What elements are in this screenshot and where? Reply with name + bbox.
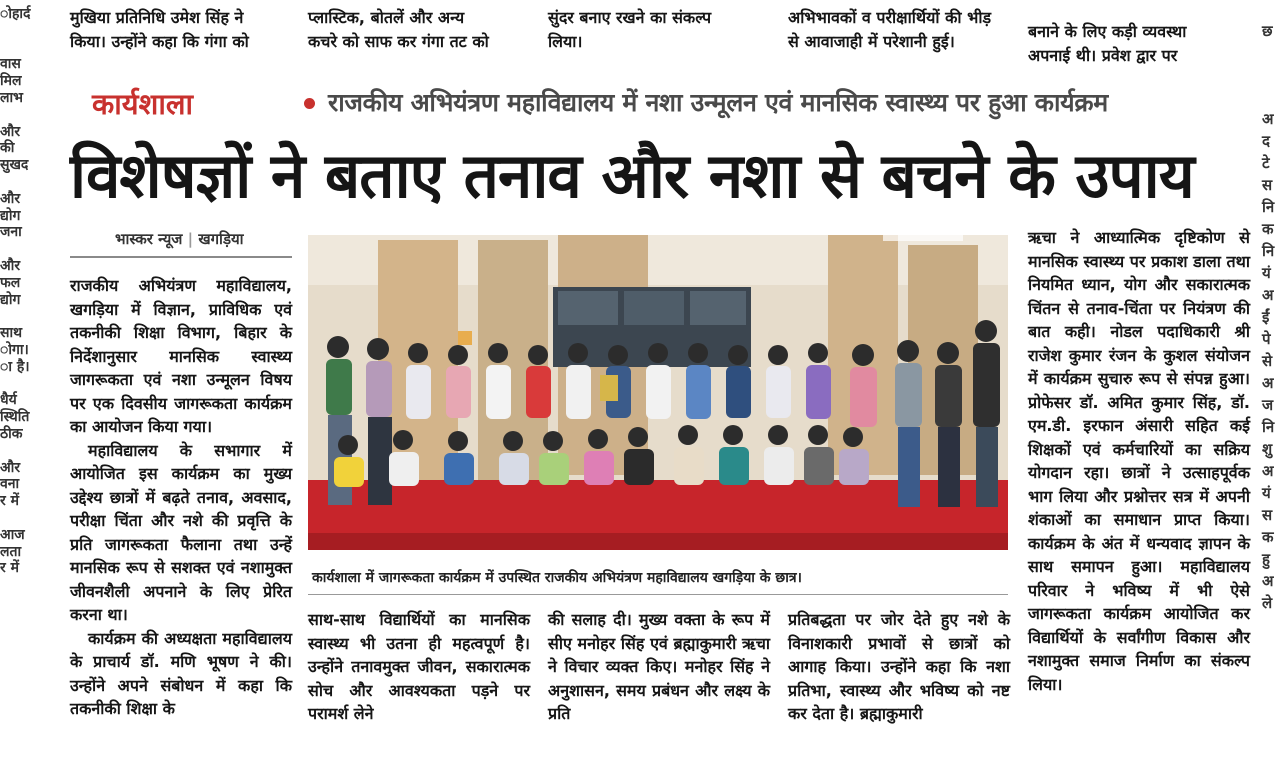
edge-fragment-line: वना [0,476,20,493]
edge-fragment-line: पे [1262,330,1271,348]
edge-fragment-line [0,241,30,258]
edge-fragment-line: वास [0,56,21,73]
edge-fragment-line: अ [1262,286,1274,304]
edge-fragment-line [0,376,30,393]
top-fragment-col4: अभिभावकों व परीक्षार्थियों की भीड़ से आवाजाही में परेशानी हुई। [788,8,992,51]
paragraph-intro: राजकीय अभियंत्रण महाविद्यालय, खगड़िया में विज्ञान, प्राविधिक एवं तकनीकी शिक्षा विभाग, बिहार के निर्देशानुसार मानसिक स्वास्थ्य जागरूकता एवं नशा उन्मूलन विषय पर एक दिवसीय जागरूकता कार्यक्रम का आयोजन किया गया। [70,276,292,436]
top-fragment-col2: प्लास्टिक, बोतलें और अन्य कचरे को साफ कर गंगा तट को [308,8,489,51]
edge-fragment-line: स्थिति [0,409,30,426]
paragraph-b3: की सलाह दी। मुख्य वक्ता के रूप में सीए मनोहर सिंह एवं ब्रह्माकुमारी ऋचा ने विचार व्यक्त किए। मनोहर सिंह ने अनुशासन, समय प्रबंधन और लक्ष्य के प्रति [548,610,770,723]
edge-fragment-line: ोगा। [0,341,29,358]
edge-fragment-line: साथ [0,325,23,342]
edge-fragment-line: क [1262,528,1274,546]
edge-fragment-line: द [1262,132,1270,150]
edge-fragment-line: छ [1262,22,1273,40]
edge-fragment-line: फल [0,274,21,291]
edge-fragment-line: अ [1262,110,1274,128]
byline-divider [70,256,292,258]
edge-fragment-line [0,510,30,527]
edge-fragment-line [0,174,30,191]
edge-fragment-line: और [0,123,21,140]
kicker [92,84,1242,124]
paragraph-right: ऋचा ने आध्यात्मिक दृष्टिकोण से मानसिक स्वास्थ्य पर प्रकाश डाला तथा नियमित ध्यान, योग और सकारात्मक चिंतन से तनाव-चिंता पर नियंत्रण की बात कही। नोडल पदाधिकारी श्री राजेश कुमार रंजन के कुशल संयोजन में कार्यक्रम सुचारु रूप से संपन्न हुआ। प्रोफेसर डॉ. अमित कुमार सिंह, डॉ. एम.डी. इरफान अंसारी सहित कई शिक्षकों एवं कर्मचारियों का सक्रिय योगदान रहा। छात्रों ने उत्साहपूर्वक भाग लिया और प्रश्नोत्तर सत्र में अपनी शंकाओं का समाधान प्राप्त किया। कार्यक्रम के अंत में धन्यवाद ज्ञापन के साथ समापन हुआ। महाविद्यालय परिवार ने भविष्य में भी ऐसे जागरूकता कार्यक्रम आयोजित कर विद्यार्थियों के सर्वांगीण विकास और नशामुक्त समाज निर्माण का संकल्प लिया। [1028,228,1250,694]
edge-fragment-line: क [1262,220,1274,238]
edge-fragment-line: ोहार्द [0,6,31,22]
edge-fragment-line: और [0,190,21,207]
caption-divider [308,594,1008,595]
byline [115,229,244,249]
edge-fragment-line: अ [1262,374,1274,392]
edge-fragment-line: नि [1262,418,1275,436]
edge-fragment-line [0,40,30,57]
edge-fragment-line: ईं [1262,308,1270,326]
edge-fragment-line: आज [0,526,25,543]
right-edge-fragment [1262,20,1274,614]
edge-fragment-line: यं [1262,484,1271,502]
edge-fragment-line: ठीक [0,425,23,442]
edge-fragment-line: अ [1262,572,1274,590]
edge-fragment-line: यं [1262,264,1271,282]
kicker-label: कार्यशाला [92,87,194,121]
edge-fragment-line: ज [1262,396,1274,414]
edge-fragment-line: द्योग [0,207,21,224]
edge-fragment-line: स [1262,176,1273,194]
edge-fragment-line: टे [1262,154,1270,172]
paragraph-b4: प्रतिबद्धता पर जोर देते हुए नशे के विनाशकारी प्रभावों से छात्रों को आगाह किया। उन्होंने कहा कि नशा प्रतिभा, स्वास्थ्य और भविष्य को नष्ट कर देता है। ब्रह्माकुमारी [788,610,1010,723]
edge-fragment-line: ले [1262,594,1273,612]
edge-fragment-line: की [0,140,15,157]
edge-fragment-line: स [1262,506,1273,524]
article-column-b2 [308,608,530,726]
photo-caption: कार्यशाला में जागरूकता कार्यक्रम में उपस्थित राजकीय अभियंत्रण महाविद्यालय खगड़िया के छात्र। [312,570,802,586]
edge-fragment-line [1262,42,1274,64]
article-column-left [70,274,292,721]
edge-fragment-line: जना [0,224,22,241]
edge-fragment-line [1262,86,1274,108]
edge-fragment-line: लाभ [0,89,23,106]
edge-fragment-line: सुखद [0,157,29,174]
top-fragment-col5: बनाने के लिए कड़ी व्यवस्था अपनाई थी। प्रवेश द्वार पर [1028,22,1187,65]
kicker-text: राजकीय अभियंत्रण महाविद्यालय में नशा उन्मूलन एवं मानसिक स्वास्थ्य पर हुआ कार्यक्रम [328,88,1108,117]
edge-fragment-line: से [1262,352,1273,370]
edge-fragment-line: द्योग [0,291,21,308]
edge-fragment-line: मिल [0,73,22,90]
edge-fragment-line: और [0,459,21,476]
edge-fragment-line: र में [0,493,19,510]
edge-fragment-line [0,443,30,460]
edge-fragment-line: शु [1262,440,1273,458]
edge-fragment-line: ा है। [0,358,30,375]
article-column-right [1028,226,1250,696]
edge-fragment-line: लता [0,543,22,560]
edge-fragment-line: र में [0,560,19,577]
edge-fragment-line [0,23,30,40]
edge-fragment-line [1262,64,1274,86]
top-fragment-col3: सुंदर बनाए रखने का संकल्प लिया। [548,8,712,51]
edge-fragment-line: धैर्य [0,392,17,409]
byline-separator: | [187,230,199,248]
edge-fragment-line: हु [1262,550,1270,568]
edge-fragment-line: नि [1262,198,1275,216]
kicker-bullet [304,98,315,109]
edge-fragment-line [0,308,30,325]
byline-source: भास्कर न्यूज [115,230,183,248]
edge-fragment-line: नि [1262,242,1275,260]
paragraph-presidency: कार्यक्रम की अध्यक्षता महाविद्यालय के प्राचार्य डॉ. मणि भूषण ने की। उन्होंने अपने संबोधन में कहा कि तकनीकी शिक्षा के [70,628,292,718]
article-column-b4 [788,608,1010,726]
article-column-b3 [548,608,770,726]
group-photo [308,235,1008,550]
edge-fragment-line [0,107,30,124]
group-photo-illustration [308,235,1008,550]
paragraph-b2: साथ-साथ विद्यार्थियों का मानसिक स्वास्थ्य भी उतना ही महत्वपूर्ण है। उन्होंने तनावमुक्त जीवन, सकारात्मक सोच और आवश्यकता पड़ने पर परामर्श लेने [308,610,530,723]
headline: विशेषज्ञों ने बताए तनाव और नशा से बचने के उपाय [70,139,1194,212]
top-fragment-col1: मुखिया प्रतिनिधि उमेश सिंह ने किया। उन्होंने कहा कि गंगा को [70,8,249,51]
byline-place: खगड़िया [198,230,244,248]
edge-fragment-line: और [0,257,21,274]
paragraph-purpose: महाविद्यालय के सभागार में आयोजित इस कार्यक्रम का मुख्य उद्देश्य छात्रों में बढ़ते तनाव, अवसाद, परीक्षा चिंता और नशे की प्रवृत्ति के प्रति जागरूकता फैलाना तथा उन्हें मानसिक रूप से सशक्त एवं नशामुक्त जीवनशैली अपनाने के लिए प्रेरित करना था। [70,440,292,624]
left-edge-fragment [0,6,30,577]
edge-fragment-line: अ [1262,462,1274,480]
